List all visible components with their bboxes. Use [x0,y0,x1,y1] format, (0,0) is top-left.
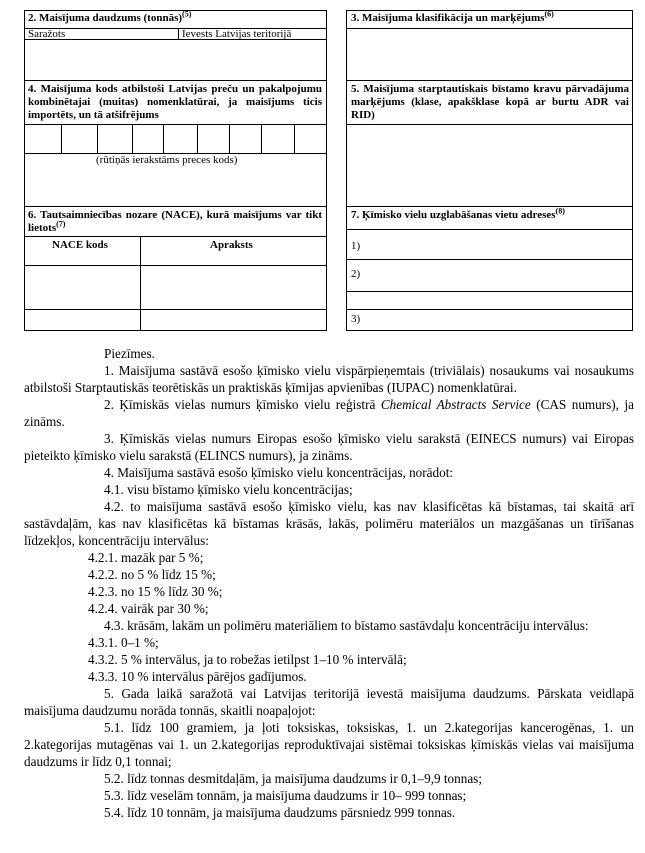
note-4-1: 4.1. visu bīstamo ķīmisko vielu koncentrācijas; [104,482,353,497]
s5-bottom-line [346,206,633,207]
description-header: Apraksts [210,239,253,251]
section2-col-imported: Ievests Latvijas teritorijā [182,28,292,40]
nace-code-header: NACE kods [52,239,108,251]
s4-bottom-line [24,206,327,207]
s6-divider [140,236,141,331]
code-cell-sep [197,124,198,154]
note-5-2: 5.2. līdz tonnas desmitdaļām, ja maisījuma daudzums ir 0,1–9,9 tonnas; [104,771,482,786]
section6-title: 6. Tautsaimniecības nozare (NACE), kurā maisījums var tikt lietots$^{(7)}$ [28,209,322,234]
note-4-2-3: 4.2.3. no 15 % līdz 30 %; [88,584,223,599]
right-box-bottom [346,330,633,331]
code-cell-sep [132,124,133,154]
right-box-right [632,10,633,331]
note-4-2-1: 4.2.1. mazāk par 5 %; [88,550,204,565]
right-box-top [346,10,633,11]
note-4-3-3: 4.3.3. 10 % intervālus pārējos gadījumos. [88,669,307,684]
note-1: 1. Maisījuma sastāvā esošo ķīmisko vielu vispārpieņemtais (triviālais) nosaukums vai nosaukums atbilstoši Starptautiskās teorētiskās un praktiskās ķīmijas apvienības (IUPAC) nomenklatūrai. [24,363,634,395]
note-2: 2. Ķīmiskās vielas numurs ķīmisko vielu reģistrā Chemical Abstracts Service (CAS numurs), ja zināms. [24,397,634,429]
note-5-3: 5.3. līdz veselām tonnām, ja maisījuma daudzums ir 10– 999 tonnas; [104,788,467,803]
s6-row-line [24,309,327,310]
section4-note: (rūtiņās ierakstāms preces kods) [96,154,238,166]
notes-heading: Piezīmes. [104,346,155,361]
note-4-3-2: 4.3.2. 5 % intervālus, ja to robežas ietilpst 1–10 % intervālā; [88,652,407,667]
address-row-2: 2) [351,268,361,280]
code-cell-sep [61,124,62,154]
note-4-2-2: 4.2.2. no 5 % līdz 15 %; [88,567,216,582]
s3-title-line [346,28,633,29]
note-3: 3. Ķīmiskās vielas numurs Eiropas esošo ķīmisko vielu sarakstā (EINECS numurs) vai Eiropas pieteikto ķīmisko vielu sarakstā (ELINCS numurs), ja zināms. [24,431,634,463]
note-4: 4. Maisījuma sastāvā esošo ķīmisko vielu koncentrācijas, norādot: [104,465,454,480]
note-5-4: 5.4. līdz 10 tonnām, ja maisījuma daudzums pārsniedz 999 tonnas. [104,805,456,820]
s4-cells-top [24,124,327,125]
note-4-3-1: 4.3.1. 0–1 %; [88,635,159,650]
s3-bottom-line [346,80,633,81]
code-cell-sep [294,124,295,154]
code-cell-sep [229,124,230,154]
section5-title: 5. Maisījuma starptautiskais bīstamo kravu pārvadājuma marķējums (klase, apakšklase kopā ar burtu ADR vai RID) [351,83,629,121]
section7-title: 7. Ķīmisko vielu uzglabāšanas vietu adreses$^{(8)}$ [351,206,565,221]
s2-bottom-line [24,80,327,81]
address-row-1: 1) [351,240,361,252]
s7-row-line [346,309,633,310]
s6-header-bottom [24,265,327,266]
left-box-right [326,10,327,331]
note-5: 5. Gada laikā saražotā vai Latvijas teritorijā ievestā maisījuma daudzums. Pārskata veidlapā maisījuma daudzumu norāda tonnās, skaitli noapaļojot: [24,686,634,718]
s7-row-line [346,259,633,260]
note-4-2: 4.2. to maisījuma sastāvā esošo ķīmisko vielu, kas nav klasificētas kā bīstamas, tai skaitā arī sastāvdaļām, kas nav klasificētas kā bīstamas krāsās, lakās, polimēru materiālos un mazgāšanas un tīrīšanas līdzekļos, koncentrāciju intervālus: [24,499,634,548]
code-cell-sep [97,124,98,154]
right-box-left [346,10,347,331]
s5-title-line [346,124,633,125]
code-cell-sep [261,124,262,154]
section3-title: 3. Maisījuma klasifikācija un marķējums$^{(6)}$ [351,9,554,24]
s7-row-line [346,291,633,292]
s7-title-line [346,229,633,230]
left-box-bottom [24,330,327,331]
section2-col-produced: Saražots [28,28,66,40]
notes-block [24,345,634,821]
left-box-left [24,10,25,331]
section4-title: 4. Maisījuma kods atbilstoši Latvijas preču un pakalpojumu kombinētajai (muitas) nomenklatūrai, ja maisījums ticis importēts, un tā atšifrējums [28,83,322,121]
code-cell-sep [163,124,164,154]
section2-title: 2. Maisījuma daudzums (tonnās)$^{(5)}$ [28,9,192,24]
s2-divider [178,28,179,40]
left-box-top [24,10,327,11]
note-4-3: 4.3. krāsām, lakām un polimēru materiāliem to bīstamo sastāvdaļu koncentrāciju intervālus: [104,618,589,633]
s6-header-top [24,236,327,237]
address-row-3: 3) [351,313,361,325]
note-5-1: 5.1. līdz 100 gramiem, ja ļoti toksiskas, toksiskas, 1. un 2.kategorijas kancerogēnas, 1. un 2.kategorijas mutagēnas vai 1. un 2.kategorijas reproduktīvajai sistēmai toksiskas ķīmiskās vielas vai maisījuma daudzums ir līdz 0,1 tonnai; [24,720,634,769]
note-4-2-4: 4.2.4. vairāk par 30 %; [88,601,209,616]
